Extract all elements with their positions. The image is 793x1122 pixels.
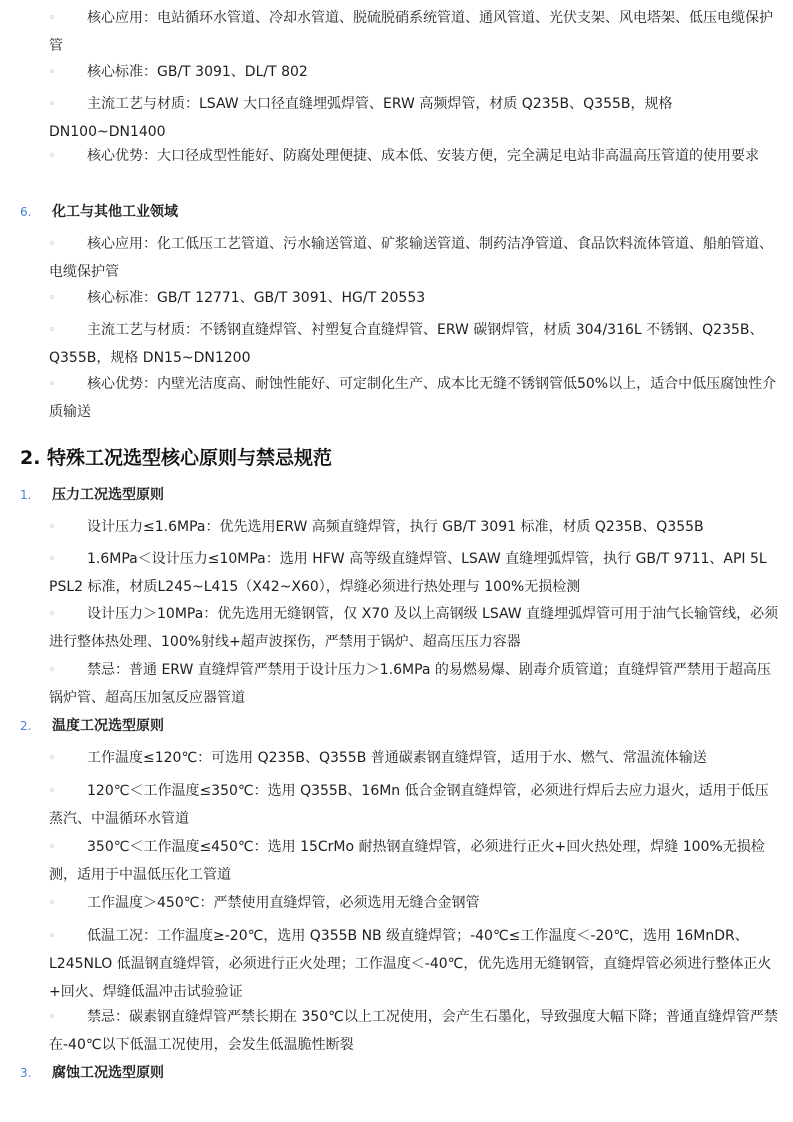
section-heading: 2. 特殊工况选型核心原则与禁忌规范 xyxy=(20,447,333,469)
list-item: ◦ 设计压力≤1.6MPa：优先选用ERW 高频直缝焊管，执行 GB/T 3091 标准，材质 Q235B、Q355B xyxy=(49,513,779,541)
bullet-icon: ◦ xyxy=(49,237,56,250)
list-item: ◦ 工作温度＞450℃：严禁使用直缝焊管，必须选用无缝合金钢管 xyxy=(49,889,779,917)
list-item: ◦ 主流工艺与材质：不锈钢直缝焊管、衬塑复合直缝焊管、ERW 碳钢焊管，材质 304/316L 不锈钢、Q235B、Q355B，规格 DN15~DN1200 xyxy=(49,316,779,372)
list-item: ◦ 核心应用：电站循环水管道、冷却水管道、脱硫脱硝系统管道、通风管道、光伏支架、风电塔架、低压电缆保护管 xyxy=(49,4,779,60)
list-item: ◦ 核心标准：GB/T 3091、DL/T 802 xyxy=(49,58,779,86)
bullet-icon: ◦ xyxy=(49,149,56,162)
list-item: ◦ 主流工艺与材质：LSAW 大口径直缝埋弧焊管、ERW 高频焊管，材质 Q235B、Q355B，规格 DN100~DN1400 xyxy=(49,90,779,146)
bullet-icon: ◦ xyxy=(49,663,56,676)
list-item: ◦ 120℃＜工作温度≤350℃：选用 Q355B、16Mn 低合金钢直缝焊管，必须进行焊后去应力退火，适用于低压蒸汽、中温循环水管道 xyxy=(49,777,779,833)
bullet-icon: ◦ xyxy=(49,896,56,909)
bullet-icon: ◦ xyxy=(49,929,56,942)
bullet-icon: ◦ xyxy=(49,377,56,390)
list-item: ◦ 禁忌：碳素钢直缝焊管严禁长期在 350℃以上工况使用，会产生石墨化，导致强度大幅下降；普通直缝焊管严禁在-40℃以下低温工况使用，会发生低温脆性断裂 xyxy=(49,1003,779,1059)
list-item: ◦ 核心应用：化工低压工艺管道、污水输送管道、矿浆输送管道、制药洁净管道、食品饮料流体管道、船舶管道、电缆保护管 xyxy=(49,230,779,286)
list-item: ◦ 核心优势：内壁光洁度高、耐蚀性能好、可定制化生产、成本比无缝不锈钢管低50%以上，适合中低压腐蚀性介质输送 xyxy=(49,370,779,426)
list-item: ◦ 设计压力＞10MPa：优先选用无缝钢管，仅 X70 及以上高钢级 LSAW 直缝埋弧焊管可用于油气长输管线，必须进行整体热处理、100%射线+超声波探伤，严禁用于锅炉、超高压压力容器 xyxy=(49,600,779,656)
bullet-icon: ◦ xyxy=(49,323,56,336)
bullet-icon: ◦ xyxy=(49,840,56,853)
bullet-icon: ◦ xyxy=(49,784,56,797)
bullet-icon: ◦ xyxy=(49,607,56,620)
bullet-icon: ◦ xyxy=(49,97,56,110)
list-item: ◦ 核心标准：GB/T 12771、GB/T 3091、HG/T 20553 xyxy=(49,284,779,312)
list-item: ◦ 禁忌：普通 ERW 直缝焊管严禁用于设计压力＞1.6MPa 的易燃易爆、剧毒介质管道；直缝焊管严禁用于超高压锅炉管、超高压加氢反应器管道 xyxy=(49,656,779,712)
bullet-icon: ◦ xyxy=(49,751,56,764)
list-item: ◦ 核心优势：大口径成型性能好、防腐处理便捷、成本低、安装方便，完全满足电站非高温高压管道的使用要求 xyxy=(49,142,779,170)
bullet-icon: ◦ xyxy=(49,11,56,24)
bullet-icon: ◦ xyxy=(49,1010,56,1023)
bullet-icon: ◦ xyxy=(49,291,56,304)
list-item: ◦ 350℃＜工作温度≤450℃：选用 15CrMo 耐热钢直缝焊管，必须进行正火+回火热处理，焊缝 100%无损检测，适用于中温低压化工管道 xyxy=(49,833,779,889)
list-item: ◦ 1.6MPa＜设计压力≤10MPa：选用 HFW 高等级直缝焊管、LSAW 直缝埋弧焊管，执行 GB/T 9711、API 5L PSL2 标准，材质L245~L415（X42~X60），焊缝必须进行热处理与 100%无损检测 xyxy=(49,545,779,601)
document-page: ◦ 核心应用：电站循环水管道、冷却水管道、脱硫脱硝系统管道、通风管道、光伏支架、风电塔架、低压电缆保护管 ◦ 核心标准：GB/T 3091、DL/T 802 ◦ 主流工艺与材质：LSAW 大口径直缝埋弧焊管、ERW 高频焊管，材质 Q235B、Q355B，规格 DN100~DN1400 ◦ 核心优势：大口径成型性能好、防腐处理便捷、成本低、安装方便，完全满足电站非高温高压管道的使用要求 6. 化工与其他工业领域 ◦ 核心应用：化工低压工艺管道、污水输送管道、矿浆输送管道、制药洁净管道、食品饮料流体管道、船舶管道、电缆保护管 ◦ 核心标准：GB/T 12771、GB/T 3091、HG/T 20553 ◦ 主流工艺与材质：不锈钢直缝焊管、衬塑复合直缝焊管、ERW 碳钢焊管，材质 304/316L 不锈钢、Q235B、Q355B，规格 DN15~DN1200 ◦ 核心优势：内壁光洁度高、耐蚀性能好、可定制化生产、成本比无缝不锈钢管低50%以上，适合中低压腐蚀性介质输送 2. 特殊工况选型核心原则与禁忌规范 1. 压力工况选型原则 ◦ 设计压力≤1.6MPa：优先选用ERW 高频直缝焊管，执行 GB/T 3091 标准，材质 Q235B、Q355B ◦ 1.6MPa＜设计压力≤10MPa：选用 HFW 高等级直缝焊管、LSAW 直缝埋弧焊管，执行 GB/T 9711、API 5L PSL2 标准，材质L245~L415（X42~X60），焊缝必须进行热处理与 100%无损检测 ◦ 设计压力＞10MPa：优先选用无缝钢管，仅 X70 及以上高钢级 LSAW 直缝埋弧焊管可用于油气长输管线，必须进行整体热处理、100%射线+超声波探伤，严禁用于锅炉、超高压压力容器 ◦ 禁忌：普通 ERW 直缝焊管严禁用于设计压力＞1.6MPa 的易燃易爆、剧毒介质管道；直缝焊管严禁用于超高压锅炉管、超高压加氢反应器管道 2. 温度工况选型原则 ◦ 工作温度≤120℃：可选用 Q235B、Q355B 普通碳素钢直缝焊管，适用于水、燃气、常温流体输送 ◦ 120℃＜工作温度≤350℃：选用 Q355B、16Mn 低合金钢直缝焊管，必须进行焊后去应力退火，适用于低压蒸汽、中温循环水管道 ◦ 350℃＜工作温度≤450℃：选用 15CrMo 耐热钢直缝焊管，必须进行正火+回火热处理，焊缝 100%无损检测，适用于中温低压化工管道 ◦ 工作温度＞450℃：严禁使用直缝焊管，必须选用无缝合金钢管 ◦ 低温工况：工作温度≥-20℃，选用 Q355B NB 级直缝焊管；-40℃≤工作温度＜-20℃，选用 16MnDR、L245NLO 低温钢直缝焊管，必须进行正火处理；工作温度＜-40℃，优先选用无缝钢管，直缝焊管必须进行整体正火+回火、焊缝低温冲击试验验证 ◦ 禁忌：碳素钢直缝焊管严禁长期在 350℃以上工况使用，会产生石墨化，导致强度大幅下降；普通直缝焊管严禁在-40℃以下低温工况使用，会发生低温脆性断裂 3. 腐蚀工况选型原则 xyxy=(0,0,793,1122)
bullet-icon: ◦ xyxy=(49,520,56,533)
list-item: ◦ 低温工况：工作温度≥-20℃，选用 Q355B NB 级直缝焊管；-40℃≤工作温度＜-20℃，选用 16MnDR、L245NLO 低温钢直缝焊管，必须进行正火处理；工作温度＜-40℃，优先选用无缝钢管，直缝焊管必须进行整体正火+回火、焊缝低温冲击试验验证 xyxy=(49,922,779,1006)
list-item: ◦ 工作温度≤120℃：可选用 Q235B、Q355B 普通碳素钢直缝焊管，适用于水、燃气、常温流体输送 xyxy=(49,744,779,772)
bullet-icon: ◦ xyxy=(49,552,56,565)
bullet-icon: ◦ xyxy=(49,65,56,78)
